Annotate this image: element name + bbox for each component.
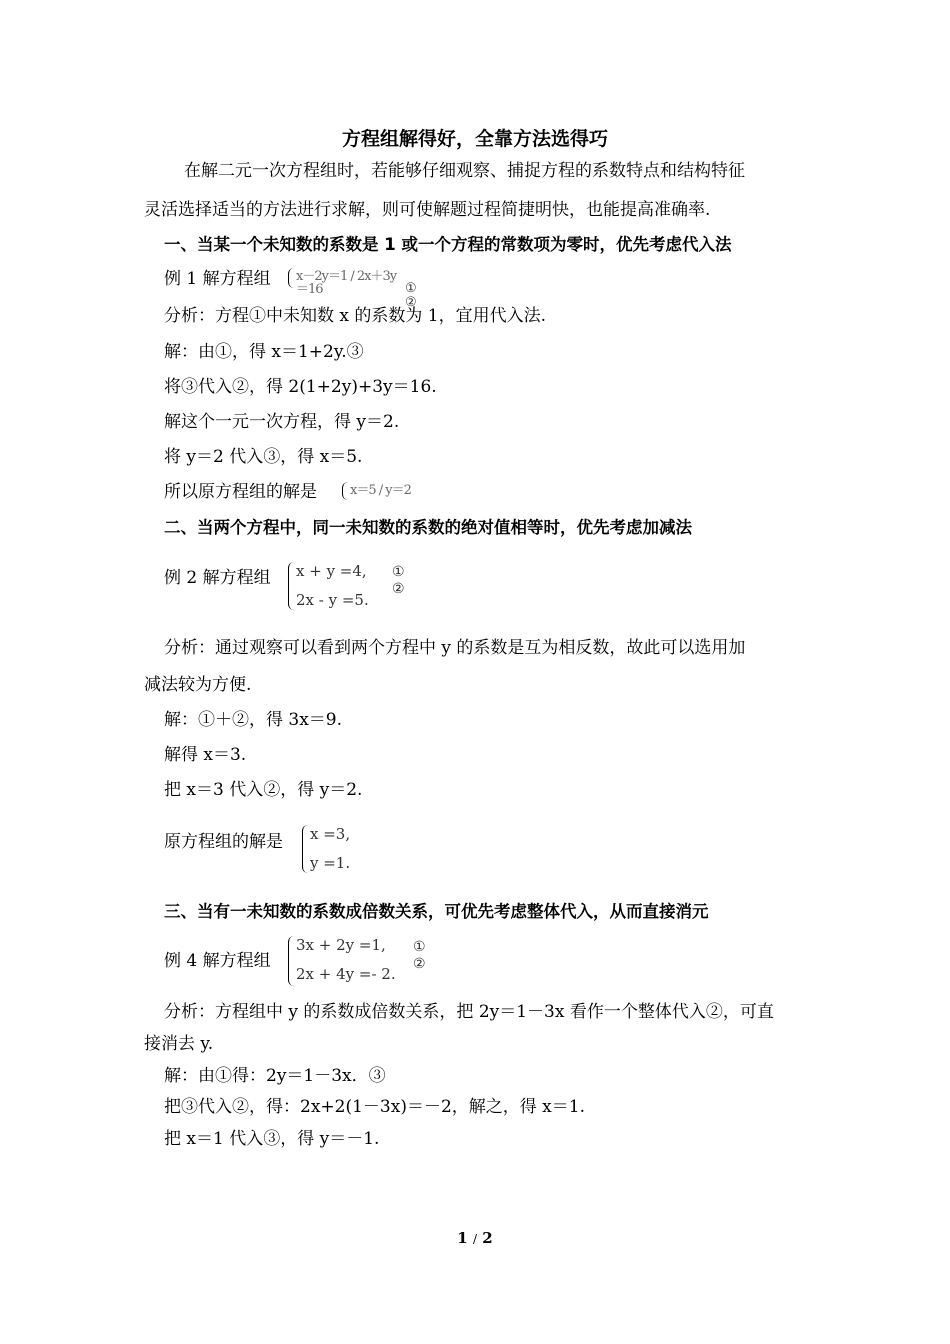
intro-line-2: 灵活选择适当的方法进行求解，则可使解题过程简捷明快，也能提高准确率. [144,200,711,220]
example-2-analysis-2: 减法较为方便. [144,675,252,695]
section-1-heading: 一、当某一个未知数的系数是 1 或一个方程的常数项为零时，优先考虑代入法 [164,235,732,254]
example-1-label: 例 1 解方程组 [164,269,271,289]
example-2-sol-2: y =1. [310,854,351,872]
example-4-brace [288,936,295,986]
example-2-eq-2: 2x - y =5. [296,591,369,609]
example-1-mark-2: ② [405,295,417,310]
example-1-step-2: 将③代入②，得 2(1+2y)+3y＝16. [164,377,437,397]
example-1-solution: x＝5 / y＝2 [350,483,411,498]
example-2-mark-1: ① [392,564,405,580]
example-2-sol-1: x =3, [310,825,351,843]
example-4-analysis-1: 分析：方程组中 y 的系数成倍数关系，把 2y＝1－3x 看作一个整体代入②，可直 [164,1002,774,1022]
example-4-label: 例 4 解方程组 [164,951,271,971]
example-1-mark-1: ① [405,281,417,296]
example-4-eq-2: 2x + 4y =- 2. [296,965,396,983]
example-2-step-1: 解：①＋②，得 3x＝9. [164,710,343,730]
example-1-solution-brace [342,482,348,500]
example-4-analysis-2: 接消去 y. [144,1034,214,1054]
page-number [0,1229,950,1247]
section-3-heading: 三、当有一未知数的系数成倍数关系，可优先考虑整体代入，从而直接消元 [164,902,709,921]
page-separator: / [472,1232,478,1246]
example-4-mark-2: ② [413,956,426,972]
example-2-mark-2: ② [392,581,405,597]
example-2-eq-1: x + y =4, [296,562,367,580]
example-1-step-4: 将 y＝2 代入③，得 x＝5. [164,447,363,467]
intro-line-1: 在解二元一次方程组时，若能够仔细观察、捕捉方程的系数特点和结构特征 [184,161,745,181]
section-2-heading: 二、当两个方程中，同一未知数的系数的绝对值相等时，优先考虑加减法 [164,518,692,537]
example-1-system: x－2y＝1 / 2x＋3y＝16 [296,269,397,297]
page-title: 方程组解得好，全靠方法选得巧 [341,128,608,150]
example-4-step-2: 把③代入②，得：2x+2(1－3x)＝－2，解之，得 x＝1. [164,1097,585,1117]
example-1-analysis: 分析：方程①中未知数 x 的系数为 1，宜用代入法. [164,306,547,326]
example-1-brace [288,268,294,288]
example-4-eq-1: 3x + 2y =1, [296,936,386,954]
example-1-step-1: 解：由①，得 x＝1+2y.③ [164,342,364,362]
example-2-label: 例 2 解方程组 [164,568,271,588]
example-4-step-1: 解：由①得：2y＝1－3x．③ [164,1066,386,1086]
example-2-analysis-1: 分析：通过观察可以看到两个方程中 y 的系数是互为相反数，故此可以选用加 [164,638,746,658]
example-2-step-3: 把 x＝3 代入②，得 y＝2. [164,780,363,800]
example-4-step-3: 把 x＝1 代入③，得 y＝－1. [164,1129,380,1149]
example-2-solution-label: 原方程组的解是 [164,832,283,852]
example-1-step-3: 解这个一元一次方程，得 y＝2. [164,412,400,432]
example-2-step-2: 解得 x＝3. [164,745,247,765]
example-2-brace [288,562,295,610]
example-4-mark-1: ① [413,939,426,955]
example-1-solution-label: 所以原方程组的解是 [164,482,317,502]
page-total: 2 [482,1229,493,1247]
page-current: 1 [457,1229,468,1247]
example-2-solution-brace [302,825,309,873]
